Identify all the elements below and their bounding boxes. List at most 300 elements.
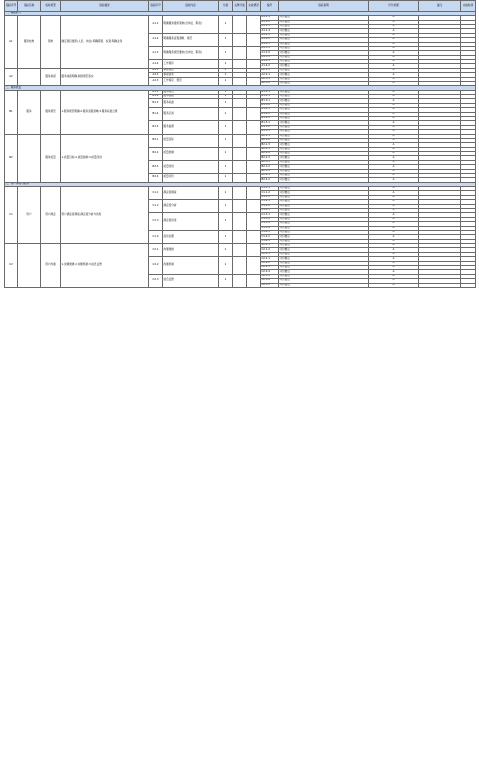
item-desc: 评价要点 — [279, 239, 369, 243]
sub-code: B2.3 — [149, 160, 163, 173]
status — [247, 274, 261, 287]
item-desc: 评价要点 — [279, 143, 369, 147]
item-grade: A — [369, 165, 419, 169]
item-code: C2.3.1 — [261, 274, 279, 278]
item-desc: 评价要点 — [279, 235, 369, 239]
sub-code: C1.2 — [149, 200, 163, 213]
item-code: B2.1.1 — [261, 134, 279, 138]
sub-code: C2.3 — [149, 274, 163, 287]
item-desc: 评价要点 — [279, 266, 369, 270]
item-desc: 评价要点 — [279, 200, 369, 204]
item-desc: 评价要点 — [279, 46, 369, 50]
sub-name: 承诺落实 — [163, 73, 219, 77]
item-grade: A — [369, 239, 419, 243]
item-time — [461, 283, 476, 287]
column-header: 完成时间 — [461, 1, 476, 12]
item-desc: 评价要点 — [279, 38, 369, 42]
item-code: B2.4.2 — [261, 178, 279, 182]
item-desc: 评价要点 — [279, 261, 369, 265]
indicator-name: 用户沟通 — [41, 244, 61, 288]
key-score — [233, 244, 247, 257]
sub-score: 1 — [219, 33, 233, 46]
sub-name: 质量目标 — [163, 134, 219, 147]
status — [247, 160, 261, 173]
sub-score: 1 — [219, 274, 233, 287]
sub-code: B1.5 — [149, 121, 163, 134]
item-grade: A — [369, 274, 419, 278]
key-score — [233, 108, 247, 121]
item-code: C1.2.3 — [261, 208, 279, 212]
status — [247, 230, 261, 243]
item-grade: A — [369, 244, 419, 248]
sub-name: 满意度调查 — [163, 187, 219, 200]
indicator-code: B2 — [5, 134, 18, 182]
item-desc: 评价要点 — [279, 283, 369, 287]
item-code: C1.4.1 — [261, 230, 279, 234]
item-grade: A — [369, 174, 419, 178]
indicator-group — [18, 68, 41, 86]
item-desc: 评价要点 — [279, 160, 369, 164]
item-code: C1.3.3 — [261, 222, 279, 226]
sub-score: 1 — [219, 46, 233, 59]
sub-code: B2.1 — [149, 134, 163, 147]
sub-name: 服务规范 — [163, 90, 219, 94]
sub-score: 1 — [219, 147, 233, 160]
item-code: C1.1.3 — [261, 195, 279, 199]
sub-code: A2.2 — [149, 73, 163, 77]
column-header: 指标内容 — [163, 1, 219, 12]
item-grade: A — [369, 187, 419, 191]
indicator-group: 服务 — [18, 90, 41, 134]
item-code: C1.2.1 — [261, 200, 279, 204]
column-header: 指标类型 — [41, 1, 61, 12]
item-code: C1.3.2 — [261, 217, 279, 221]
item-grade: A — [369, 270, 419, 274]
sub-score: 1 — [219, 77, 233, 86]
indicator-desc: 1.服务规范明确;2.服务流程清晰;3.服务标准合规 — [61, 90, 149, 134]
item-grade: A — [369, 261, 419, 265]
item-desc: 评价要点 — [279, 68, 369, 72]
item-grade: A — [369, 103, 419, 107]
indicator-desc: 用户满意度调查;满意度分析与改进 — [61, 187, 149, 244]
sub-name: 服务流程 — [163, 95, 219, 99]
item-desc: 评价要点 — [279, 213, 369, 217]
item-grade: A — [369, 29, 419, 33]
sub-name: 明确服务组织架构(含岗位、职责) — [163, 16, 219, 34]
item-grade: A — [369, 134, 419, 138]
item-desc: 评价要点 — [279, 195, 369, 199]
item-desc: 评价要点 — [279, 169, 369, 173]
item-code: C2.2.4 — [261, 270, 279, 274]
item-grade: A — [369, 222, 419, 226]
item-desc: 评价要点 — [279, 55, 369, 59]
indicator-desc: 服务承诺明确,制度规范落实 — [61, 68, 149, 86]
key-score — [233, 121, 247, 134]
item-desc: 评价要点 — [279, 204, 369, 208]
item-grade: A — [369, 169, 419, 173]
status — [247, 147, 261, 160]
sub-name: 明确服务规范要求(含岗位、职责) — [163, 46, 219, 59]
item-grade: A — [369, 130, 419, 134]
item-code: A2.3.2 — [261, 82, 279, 86]
item-code: B1.4.1 — [261, 108, 279, 112]
item-desc: 评价要点 — [279, 270, 369, 274]
key-score — [233, 160, 247, 173]
indicator-group: 服务结构 — [18, 16, 41, 69]
item-grade: A — [369, 195, 419, 199]
item-desc: 评价要点 — [279, 108, 369, 112]
item-code: C2.1.1 — [261, 244, 279, 248]
indicator-desc: 确定项目组织(人员、岗位),明确职责、权责;明确业务 — [61, 16, 149, 69]
key-score — [233, 213, 247, 231]
item-grade: A — [369, 279, 419, 283]
sub-name: 沟通机制 — [163, 257, 219, 275]
item-desc: 评价要点 — [279, 134, 369, 138]
sub-code: A1.3 — [149, 46, 163, 59]
item-code: C2.3.3 — [261, 283, 279, 287]
item-code: A1.3.1 — [261, 46, 279, 50]
indicator-name: 服务承诺 — [41, 68, 61, 86]
item-code: B1.4.2 — [261, 112, 279, 116]
sub-score: 1 — [219, 68, 233, 72]
item-desc: 评价要点 — [279, 187, 369, 191]
key-score — [233, 16, 247, 34]
sub-score: 1 — [219, 174, 233, 183]
item-code: A1.1.2 — [261, 20, 279, 24]
item-desc: 评价要点 — [279, 60, 369, 64]
indicator-desc: 1.质量目标;2.质量控制;3.质量改进 — [61, 134, 149, 182]
item-desc: 评价要点 — [279, 222, 369, 226]
sub-score: 1 — [219, 108, 233, 121]
status — [247, 257, 261, 275]
item-desc: 评价要点 — [279, 82, 369, 86]
item-desc: 评价要点 — [279, 226, 369, 230]
item-code: C2.2.1 — [261, 257, 279, 261]
item-code: B1.5.3 — [261, 130, 279, 134]
sub-code: A1.2 — [149, 33, 163, 46]
key-score — [233, 147, 247, 160]
key-score — [233, 60, 247, 69]
sub-code: B2.2 — [149, 147, 163, 160]
key-score — [233, 257, 247, 275]
indicator-desc: 1.沟通渠道;2.沟通机制;3.信息反馈 — [61, 244, 149, 288]
indicator-code: A1 — [5, 16, 18, 69]
item-desc: 评价要点 — [279, 230, 369, 234]
sub-score: 1 — [219, 134, 233, 147]
status — [247, 121, 261, 134]
item-code: C2.1.3 — [261, 252, 279, 256]
item-code: C2.3.2 — [261, 279, 279, 283]
item-grade: A — [369, 200, 419, 204]
item-desc: 评价要点 — [279, 147, 369, 151]
item-grade: A — [369, 248, 419, 252]
sub-score: 1 — [219, 73, 233, 77]
item-grade: A — [369, 252, 419, 256]
sub-code: B1.1 — [149, 90, 163, 94]
column-header: 指标说明 — [279, 1, 369, 12]
status — [247, 244, 261, 257]
item-grade: A — [369, 217, 419, 221]
item-grade: A — [369, 178, 419, 182]
column-header: 指标序号 — [149, 1, 163, 12]
item-desc: 评价要点 — [279, 279, 369, 283]
item-code: A1.1.4 — [261, 29, 279, 33]
item-grade: A — [369, 16, 419, 20]
item-grade: A — [369, 60, 419, 64]
item-grade: A — [369, 33, 419, 37]
item-code: A1.1.3 — [261, 24, 279, 28]
item-code: B1.4.3 — [261, 116, 279, 120]
item-code: A1.3.2 — [261, 51, 279, 55]
item-code: B2.1.2 — [261, 138, 279, 142]
sub-score: 1 — [219, 95, 233, 99]
item-grade: A — [369, 257, 419, 261]
indicator-code: A2 — [5, 68, 18, 86]
status — [247, 134, 261, 147]
item-grade: A — [369, 230, 419, 234]
item-desc: 评价要点 — [279, 64, 369, 68]
item-code: B1.3.1 — [261, 99, 279, 103]
item-grade: A — [369, 46, 419, 50]
indicator-name: 架构 — [41, 16, 61, 69]
indicator-code: C2 — [5, 244, 18, 288]
item-code: B1.3.2 — [261, 103, 279, 107]
item-grade: A — [369, 204, 419, 208]
item-desc: 评价要点 — [279, 165, 369, 169]
key-score — [233, 187, 247, 200]
sub-name: 信息反馈 — [163, 274, 219, 287]
sub-score: 1 — [219, 244, 233, 257]
sub-name: 工作程序 — [163, 60, 219, 69]
sub-score: 1 — [219, 99, 233, 108]
sub-score: 1 — [219, 16, 233, 34]
item-code: B2.3.2 — [261, 165, 279, 169]
item-code: B1.5.2 — [261, 125, 279, 129]
sub-code: C1.1 — [149, 187, 163, 200]
item-code: C1.4.3 — [261, 239, 279, 243]
item-grade: A — [369, 64, 419, 68]
sub-score: 1 — [219, 257, 233, 275]
sub-code: A1.4 — [149, 60, 163, 69]
item-desc: 评价要点 — [279, 178, 369, 182]
indicator-name: 服务规范 — [41, 90, 61, 134]
sub-code: B1.3 — [149, 99, 163, 108]
sub-name: 承诺规范 — [163, 68, 219, 72]
item-grade: A — [369, 283, 419, 287]
indicator-group — [18, 244, 41, 288]
sub-code: C2.2 — [149, 257, 163, 275]
sub-name: 服务监督 — [163, 121, 219, 134]
item-code: A1.2.3 — [261, 42, 279, 46]
sub-code: C1.3 — [149, 213, 163, 231]
item-code: B1.2.1 — [261, 95, 279, 99]
sub-name: 质量评价 — [163, 174, 219, 183]
item-desc: 评价要点 — [279, 29, 369, 33]
key-score — [233, 200, 247, 213]
sub-name: 明确服务流程清晰、规范 — [163, 33, 219, 46]
item-grade: A — [369, 191, 419, 195]
status — [247, 16, 261, 34]
column-header: 关键分值 — [233, 1, 247, 12]
section-title: 三、用户体验与服务 — [5, 182, 476, 186]
item-code: C2.2.2 — [261, 261, 279, 265]
item-grade: A — [369, 138, 419, 142]
item-desc: 评价要点 — [279, 112, 369, 116]
indicator-code: C1 — [5, 187, 18, 244]
item-desc: 评价要点 — [279, 217, 369, 221]
item-desc: 评价要点 — [279, 77, 369, 81]
item-grade: A — [369, 226, 419, 230]
item-desc: 评价要点 — [279, 248, 369, 252]
item-desc: 评价要点 — [279, 103, 369, 107]
item-code: C1.3.1 — [261, 213, 279, 217]
sub-name: 质量改进 — [163, 160, 219, 173]
item-code: B2.3.1 — [261, 160, 279, 164]
column-header: 指标序号 — [5, 1, 18, 12]
column-header: 编号 — [261, 1, 279, 12]
item-grade: A — [369, 266, 419, 270]
sub-score: 1 — [219, 187, 233, 200]
indicator-code: B1 — [5, 90, 18, 134]
key-score — [233, 134, 247, 147]
item-grade: A — [369, 55, 419, 59]
sub-name: 工作程序、规范 — [163, 77, 219, 86]
status — [247, 187, 261, 200]
item-grade: A — [369, 143, 419, 147]
item-code: A1.2.2 — [261, 38, 279, 42]
item-grade: A — [369, 99, 419, 103]
sub-name: 满意度分析 — [163, 200, 219, 213]
indicator-group — [18, 134, 41, 182]
column-header: 评分依据 — [369, 1, 419, 12]
item-grade: A — [369, 42, 419, 46]
sub-code: B1.2 — [149, 95, 163, 99]
item-code: B1.1.1 — [261, 90, 279, 94]
item-grade: A — [369, 51, 419, 55]
sub-name: 满意度改进 — [163, 213, 219, 231]
item-desc: 评价要点 — [279, 156, 369, 160]
item-desc: 评价要点 — [279, 191, 369, 195]
item-desc: 评价要点 — [279, 257, 369, 261]
item-grade: A — [369, 208, 419, 212]
item-desc: 评价要点 — [279, 20, 369, 24]
item-grade: A — [369, 125, 419, 129]
item-code: B2.2.2 — [261, 152, 279, 156]
column-header: 备注 — [419, 1, 461, 12]
item-code: A2.3.1 — [261, 77, 279, 81]
item-grade: A — [369, 160, 419, 164]
key-score — [233, 33, 247, 46]
column-header: 指标名称 — [18, 1, 41, 12]
indicator-group: 用户 — [18, 187, 41, 244]
section-title: 一、基础能力 — [5, 12, 476, 16]
item-grade: A — [369, 24, 419, 28]
column-header: 完成情况 — [247, 1, 261, 12]
key-score — [233, 174, 247, 183]
status — [247, 108, 261, 121]
sub-name: 服务标准 — [163, 99, 219, 108]
status — [247, 33, 261, 46]
status — [247, 46, 261, 59]
item-desc: 评价要点 — [279, 252, 369, 256]
sub-code: B1.4 — [149, 108, 163, 121]
item-desc: 评价要点 — [279, 16, 369, 20]
sub-name: 服务记录 — [163, 108, 219, 121]
sub-code: C2.1 — [149, 244, 163, 257]
item-grade: A — [369, 108, 419, 112]
status — [247, 77, 261, 86]
item-code: C1.4.2 — [261, 235, 279, 239]
item-grade: A — [369, 147, 419, 151]
item-desc: 评价要点 — [279, 73, 369, 77]
item-code: A1.1.1 — [261, 16, 279, 20]
item-desc: 评价要点 — [279, 244, 369, 248]
sub-name: 沟通渠道 — [163, 244, 219, 257]
item-code: A1.4.1 — [261, 60, 279, 64]
item-desc: 评价要点 — [279, 33, 369, 37]
item-code: C2.1.2 — [261, 248, 279, 252]
evaluation-table — [4, 0, 476, 288]
key-score — [233, 99, 247, 108]
item-code: A1.2.1 — [261, 33, 279, 37]
sub-score: 1 — [219, 200, 233, 213]
item-grade: A — [369, 112, 419, 116]
key-score — [233, 77, 247, 86]
item-grade: A — [369, 116, 419, 120]
key-score — [233, 274, 247, 287]
item-code: B2.3.3 — [261, 169, 279, 173]
item-desc: 评价要点 — [279, 116, 369, 120]
item-code: A1.4.2 — [261, 64, 279, 68]
item-code: B2.2.3 — [261, 156, 279, 160]
sub-name: 投诉处理 — [163, 230, 219, 243]
item-grade: A — [369, 152, 419, 156]
sub-name: 质量控制 — [163, 147, 219, 160]
item-desc: 评价要点 — [279, 121, 369, 125]
item-grade: A — [369, 235, 419, 239]
item-desc: 评价要点 — [279, 138, 369, 142]
key-score — [233, 230, 247, 243]
item-code: B2.2.1 — [261, 147, 279, 151]
status — [247, 213, 261, 231]
item-code: C1.1.1 — [261, 187, 279, 191]
sub-score: 1 — [219, 121, 233, 134]
item-desc: 评价要点 — [279, 174, 369, 178]
item-note — [419, 283, 461, 287]
item-desc: 评价要点 — [279, 208, 369, 212]
item-desc: 评价要点 — [279, 130, 369, 134]
item-grade: A — [369, 68, 419, 72]
sub-code: A2.3 — [149, 77, 163, 86]
status — [247, 99, 261, 108]
item-desc: 评价要点 — [279, 125, 369, 129]
item-grade: A — [369, 38, 419, 42]
item-desc: 评价要点 — [279, 152, 369, 156]
header-row — [5, 1, 476, 12]
item-grade: A — [369, 20, 419, 24]
item-code: B2.1.3 — [261, 143, 279, 147]
item-desc: 评价要点 — [279, 51, 369, 55]
sub-score: 1 — [219, 90, 233, 94]
item-desc: 评价要点 — [279, 99, 369, 103]
item-code: C1.2.2 — [261, 204, 279, 208]
sub-score: 1 — [219, 230, 233, 243]
section-title: 二、服务质量 — [5, 86, 476, 90]
item-grade: A — [369, 156, 419, 160]
item-desc: 评价要点 — [279, 274, 369, 278]
sub-score: 1 — [219, 60, 233, 69]
item-grade: A — [369, 73, 419, 77]
